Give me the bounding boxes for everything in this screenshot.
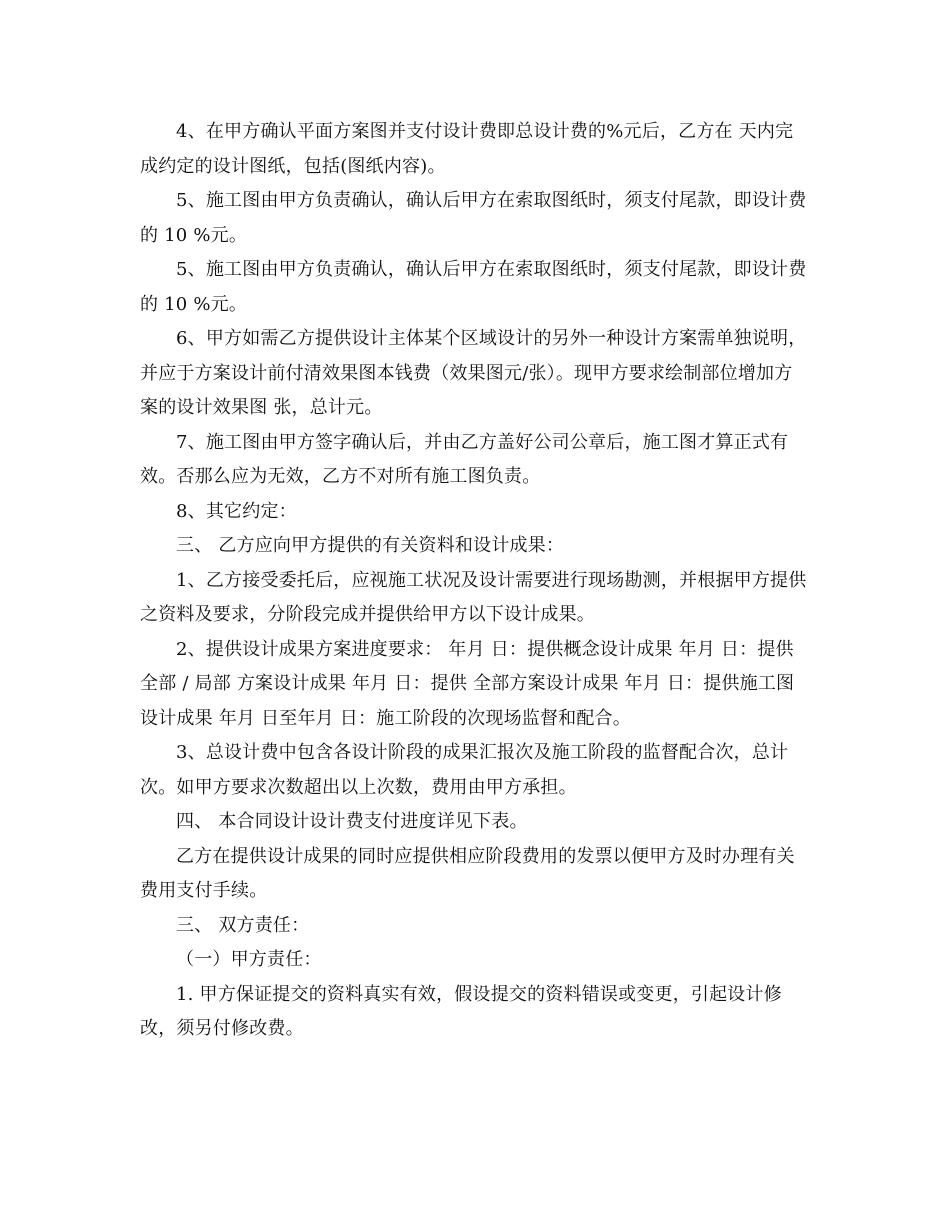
- subheading-party-a-responsibility: （一）甲方责任：: [176, 949, 322, 970]
- paragraph-clause-4: 4、在甲方确认平面方案图并支付设计费即总设计费的%元后，乙方在 天内完成约定的设计图纸，包括(图纸内容)。: [140, 121, 794, 177]
- paragraph-deliverables-1: 1、乙方接受委托后，应视施工状况及设计需要进行现场勘测，并根据甲方提供之资料及要求，分阶段完成并提供给甲方以下设计成果。: [140, 569, 807, 625]
- section-heading-responsibilities: 三、 双方责任：: [176, 914, 310, 936]
- paragraph-deliverables-2: 2、提供设计成果方案进度要求： 年月 日：提供概念设计成果 年月 日：提供全部 / 局部 方案设计成果 年月 日：提供 全部方案设计成果 年月 日：提供施工图设计成果 年月 日至年月 日：施工阶段的次现场监督和配合。: [140, 638, 795, 729]
- document-body: [140, 115, 810, 1047]
- paragraph-clause-6: 6、甲方如需乙方提供设计主体某个区域设计的另外一种设计方案需单独说明，并应于方案设计前付清效果图本钱费（效果图元/张）。现甲方要求绘制部位增加方案的设计效果图 张，总计元。: [140, 328, 807, 418]
- paragraph-deliverables-3: 3、总设计费中包含各设计阶段的成果汇报次及施工阶段的监督配合次，总计次。如甲方要求次数超出以上次数，费用由甲方承担。: [140, 742, 789, 798]
- paragraph-clause-5b: 5、施工图由甲方负责确认，确认后甲方在索取图纸时，须支付尾款，即设计费的 10 %元。: [140, 259, 807, 315]
- paragraph-invoice: 乙方在提供设计成果的同时应提供相应阶段费用的发票以便甲方及时办理有关费用支付手续。: [140, 845, 795, 901]
- paragraph-clause-7: 7、施工图由甲方签字确认后，并由乙方盖好公司公章后，施工图才算正式有效。否那么应为无效，乙方不对所有施工图负责。: [140, 431, 789, 487]
- section-heading-payment-schedule: 四、 本合同设计设计费支付进度详见下表。: [176, 811, 528, 832]
- paragraph-clause-5a: 5、施工图由甲方负责确认，确认后甲方在索取图纸时，须支付尾款，即设计费的 10 %元。: [140, 190, 807, 246]
- paragraph-party-a-1: 1. 甲方保证提交的资料真实有效，假设提交的资料错误或变更，引起设计修改，须另付修改费。: [140, 983, 782, 1039]
- section-heading-deliverables: 三、 乙方应向甲方提供的有关资料和设计成果：: [176, 535, 565, 556]
- paragraph-clause-8: 8、其它约定：: [176, 500, 297, 522]
